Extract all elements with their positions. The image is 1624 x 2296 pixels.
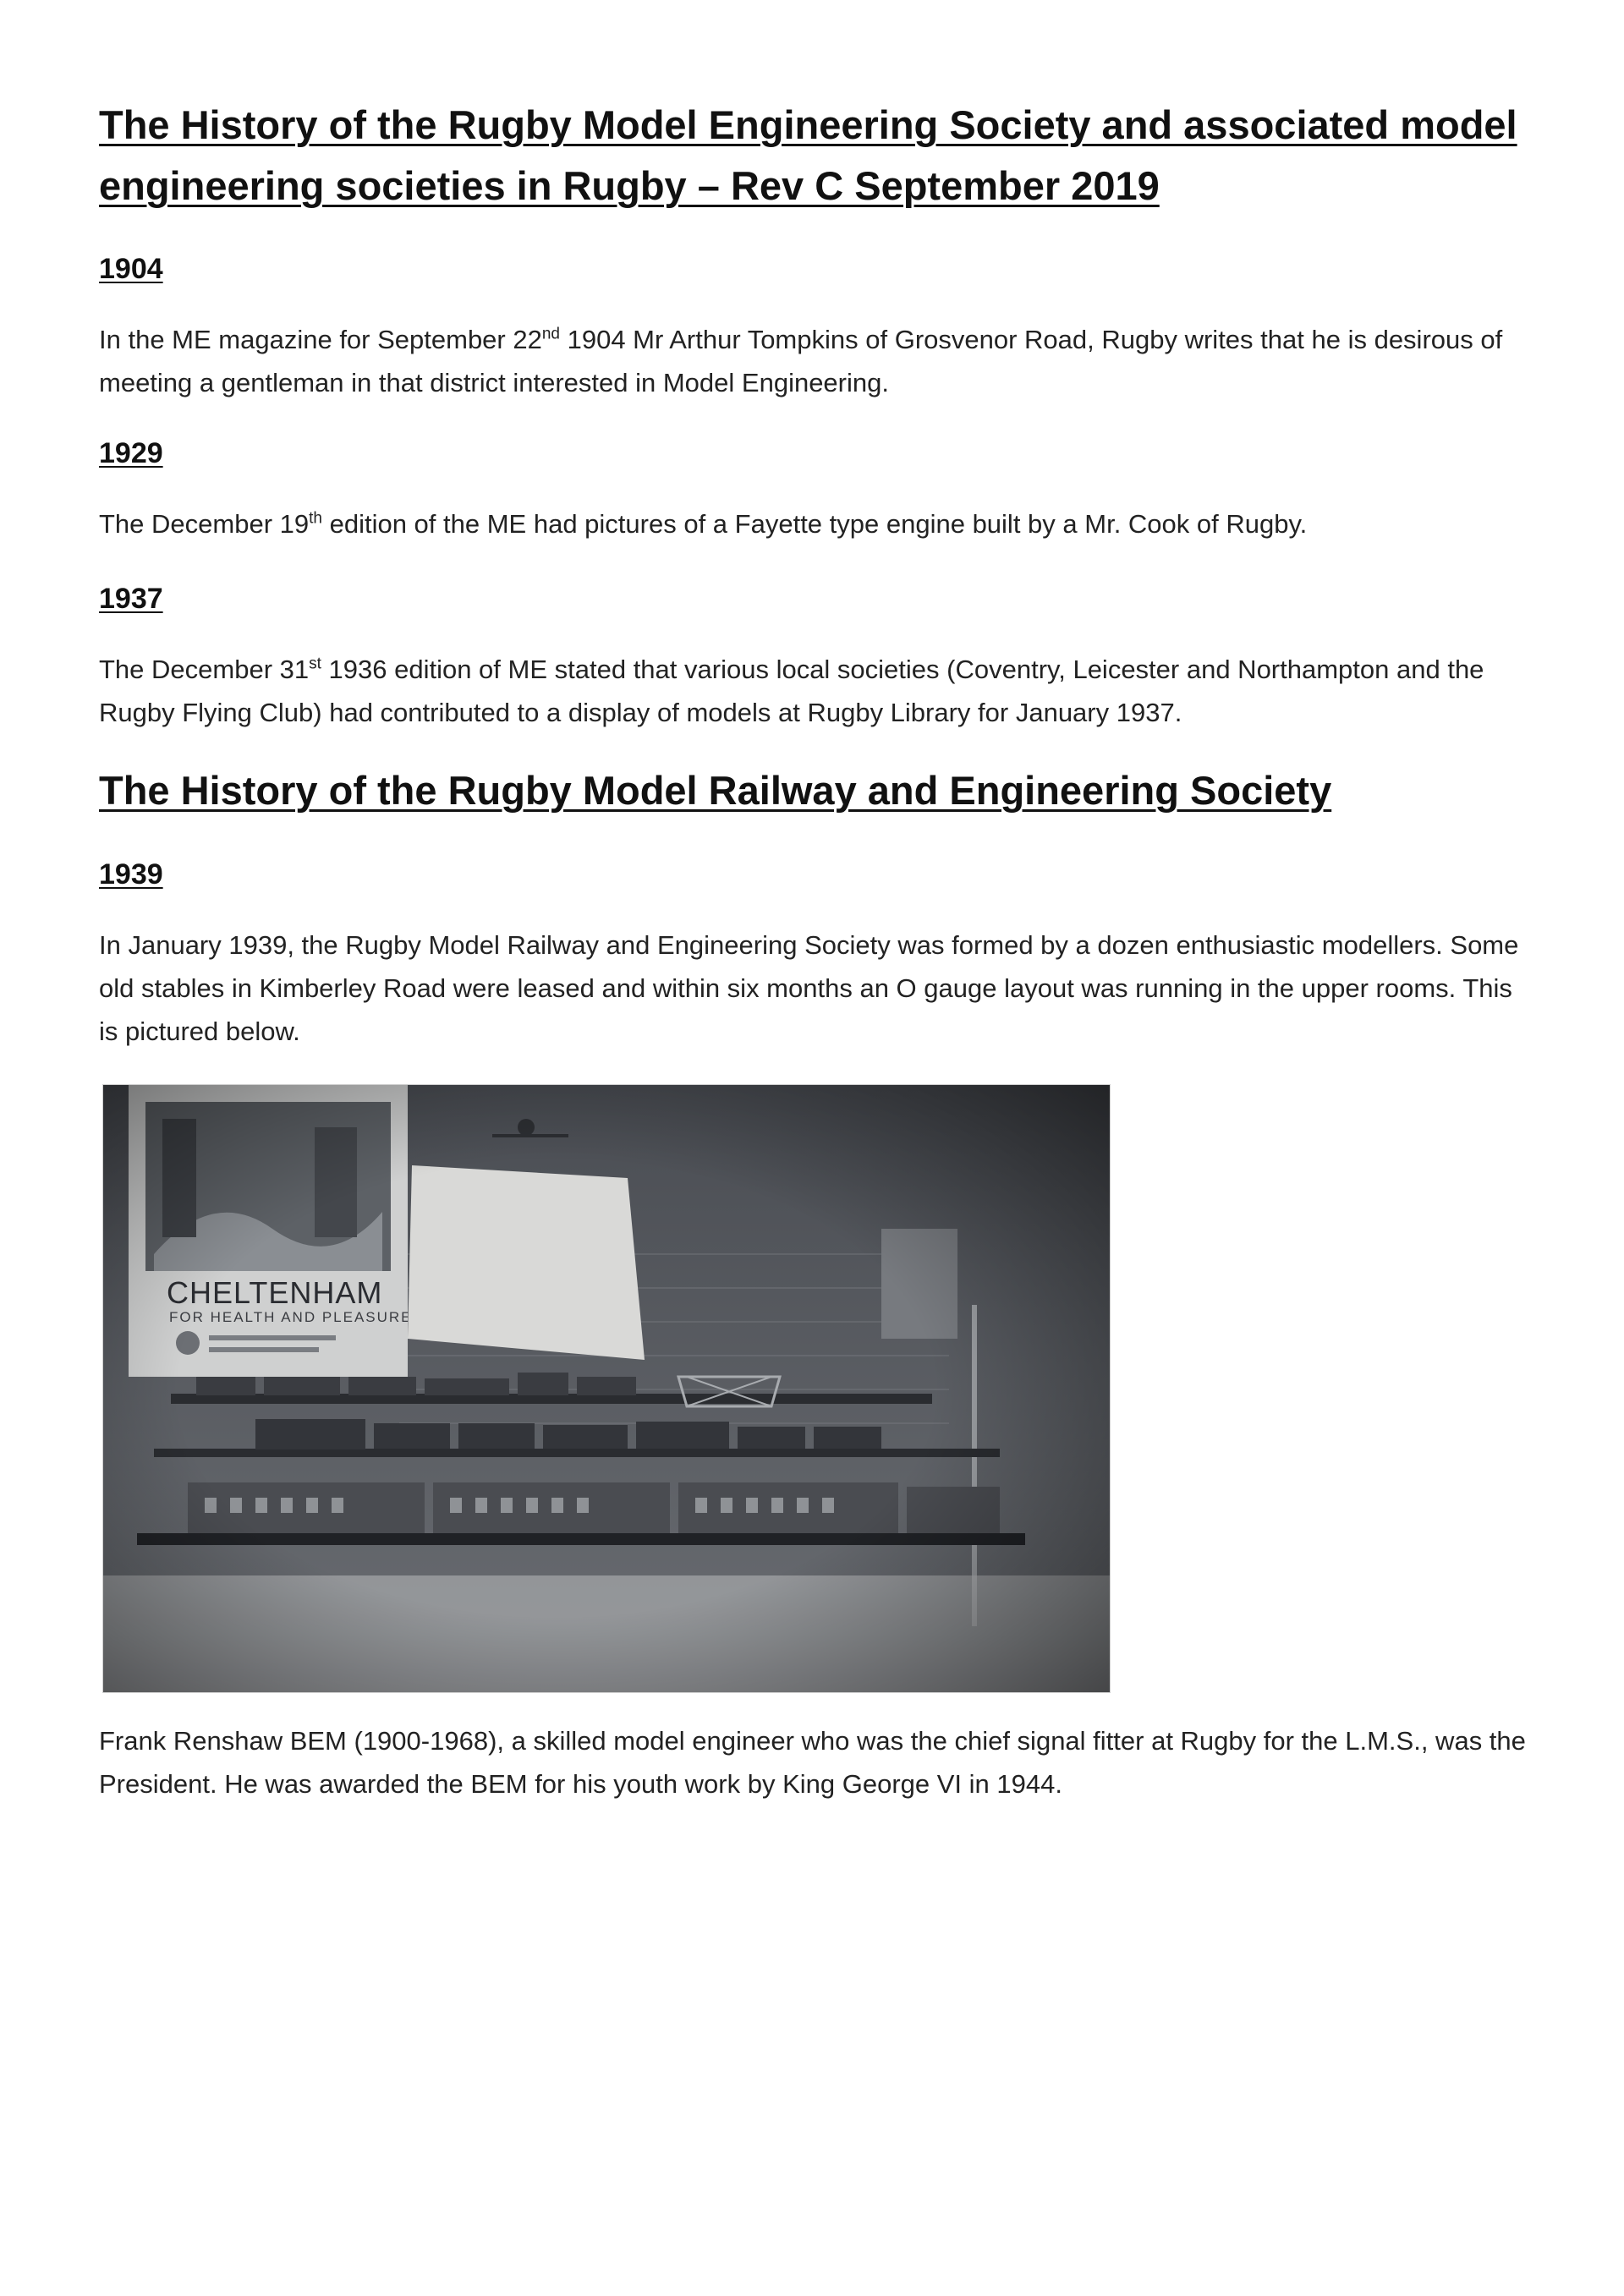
paragraph-1904: In the ME magazine for September 22nd 1904 Mr Arthur Tompkins of Grosvenor Road, Rugby writes that he is desirous of meeting a gentleman in that district interested in Model Engineering. [99,325,1503,397]
year-heading-1929: 1929 [99,437,163,469]
year-heading-1939: 1939 [99,858,163,890]
layout-photo-graphic [103,1085,1110,1692]
photo-caption: Frank Renshaw BEM (1900-1968), a skilled model engineer who was the chief signal fitter at Rugby for the L.M.S., was the President. He was awarded the BEM for his youth work by King George VI in 1944. [99,1726,1526,1799]
paragraph-1937: The December 31st 1936 edition of ME stated that various local societies (Coventry, Leicester and Northampton and the Rugby Flying Club) had contributed to a display of models at Rugby Library for January 1937. [99,655,1484,727]
title-line-1: The History of the Rugby Model Engineering Society and associated model [99,102,1517,147]
title-line-2: engineering societies in Rugby – Rev C September 2019 [99,163,1160,208]
year-heading-1937: 1937 [99,583,163,615]
section-heading: The History of the Rugby Model Railway and Engineering Society [99,768,1332,813]
layout-photo [102,1084,1111,1693]
paragraph-1939: In January 1939, the Rugby Model Railway and Engineering Society was formed by a dozen enthusiastic modellers. Some old stables in Kimberley Road were leased and within six months an O gauge layout was running in the upper rooms. This is pictured below. [99,930,1519,1046]
paragraph-1929: The December 19th edition of the ME had pictures of a Fayette type engine built by a Mr. Cook of Rugby. [99,509,1308,539]
page-title [99,95,1517,216]
year-heading-1904: 1904 [99,253,163,285]
